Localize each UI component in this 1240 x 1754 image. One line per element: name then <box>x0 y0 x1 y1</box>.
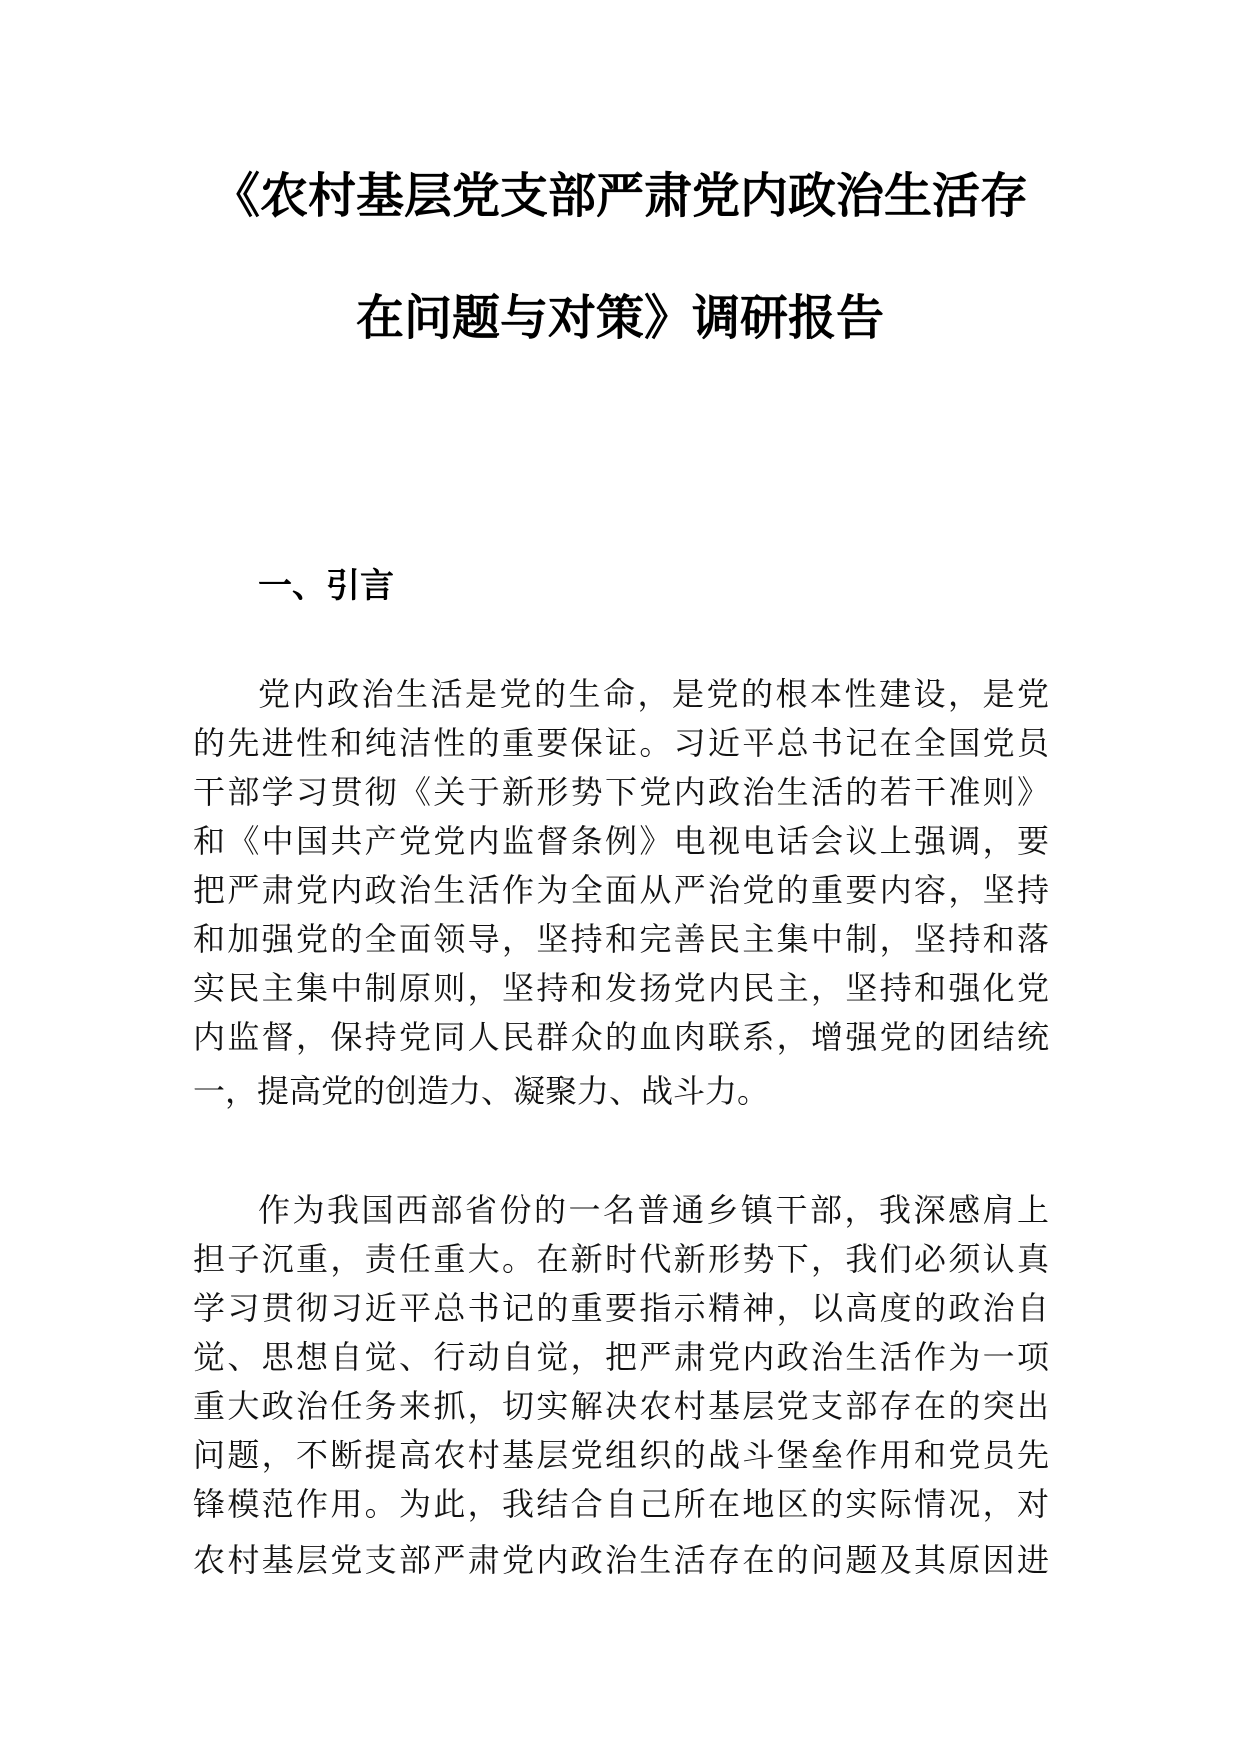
paragraph-2-line: 作为我国西部省份的一名普通乡镇干部，我深感肩上 <box>258 1191 1049 1229</box>
paragraph-2-line: 重大政治任务来抓，切实解决农村基层党支部存在的突出 <box>193 1387 1049 1425</box>
document-title-line-2: 在问题与对策》调研报告 <box>355 290 884 346</box>
paragraph-1-line: 干部学习贯彻《关于新形势下党内政治生活的若干准则》 <box>193 773 1049 811</box>
paragraph-2-line: 锋模范作用。为此，我结合自己所在地区的实际情况，对 <box>193 1485 1049 1523</box>
paragraph-1-line: 和加强党的全面领导，坚持和完善民主集中制，坚持和落 <box>193 920 1049 958</box>
section-heading-introduction: 一、引言 <box>258 566 394 606</box>
paragraph-1-line: 党内政治生活是党的生命，是党的根本性建设，是党 <box>258 675 1049 713</box>
paragraph-1-line: 一，提高党的创造力、凝聚力、战斗力。 <box>193 1072 770 1110</box>
paragraph-1-line: 实民主集中制原则，坚持和发扬党内民主，坚持和强化党 <box>193 969 1049 1007</box>
paragraph-1-line: 内监督，保持党同人民群众的血肉联系，增强党的团结统 <box>193 1018 1049 1056</box>
paragraph-1-line: 的先进性和纯洁性的重要保证。习近平总书记在全国党员 <box>193 724 1049 762</box>
paragraph-2-line: 农村基层党支部严肃党内政治生活存在的问题及其原因进 <box>193 1541 1049 1579</box>
paragraph-2-line: 问题，不断提高农村基层党组织的战斗堡垒作用和党员先 <box>193 1436 1049 1474</box>
paragraph-2-line: 觉、思想自觉、行动自觉，把严肃党内政治生活作为一项 <box>193 1338 1049 1376</box>
paragraph-2-line: 担子沉重，责任重大。在新时代新形势下，我们必须认真 <box>193 1240 1049 1278</box>
paragraph-2-line: 学习贯彻习近平总书记的重要指示精神，以高度的政治自 <box>193 1289 1049 1327</box>
paragraph-1-line: 和《中国共产党党内监督条例》电视电话会议上强调，要 <box>193 822 1049 860</box>
document-title-line-1: 《农村基层党支部严肃党内政治生活存 <box>211 168 1028 224</box>
paragraph-1-line: 把严肃党内政治生活作为全面从严治党的重要内容，坚持 <box>193 871 1049 909</box>
